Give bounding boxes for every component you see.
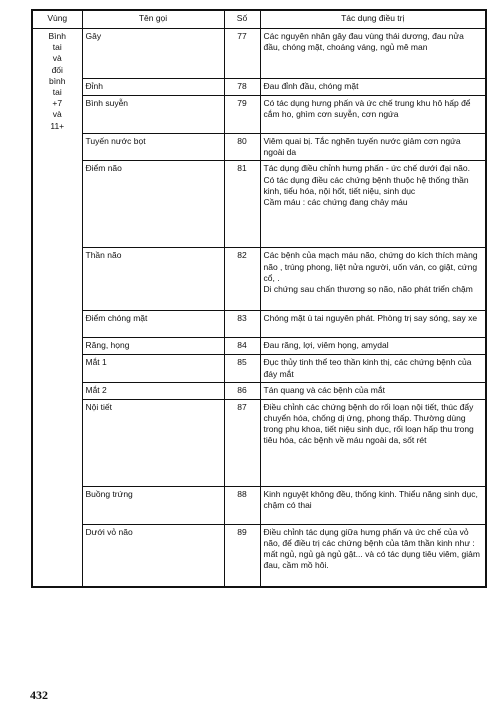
- point-name: Răng, họng: [82, 338, 224, 355]
- region-cell: [32, 29, 82, 587]
- region-line: tai: [52, 87, 62, 98]
- region-line: bình: [48, 75, 66, 86]
- point-number: 88: [224, 486, 260, 524]
- table-row: [32, 399, 486, 486]
- point-number: 89: [224, 524, 260, 587]
- region-line: Bình: [48, 31, 66, 41]
- point-name: Mắt 1: [82, 355, 224, 382]
- table-row: [32, 486, 486, 524]
- table-row: [32, 134, 486, 161]
- table-row: [32, 338, 486, 355]
- point-name: Đỉnh: [82, 79, 224, 96]
- region-line: +7: [52, 98, 63, 109]
- point-name: Thần não: [82, 248, 224, 311]
- point-number: 87: [224, 399, 260, 486]
- region-line: và: [52, 109, 62, 120]
- page-number: 432: [30, 688, 48, 702]
- treatment-effect: Các bệnh của mạch máu não, chứng do kích thích màng não , trúng phong, liệt nửa người, uốn ván, co giật, cứng cổ, . Di chứng sau chấn thương sọ não, não phát triển chậm: [260, 248, 486, 311]
- point-name: Nội tiết: [82, 399, 224, 486]
- region-line: và: [52, 53, 62, 64]
- treatment-effect: Điều chỉnh các chứng bệnh do rối loạn nội tiết, thúc đẩy chuyển hóa, chống dị ứng, phong thấp. Thường dùng trong phụ khoa, tiết niệu sinh dục, rối loạn hấp thu trong tiêu hóa, các bệnh về máu ngoài da, sốt rét: [260, 399, 486, 486]
- treatment-effect: Chóng mặt ù tai nguyên phát. Phòng trị say sóng, say xe: [260, 311, 486, 338]
- header-effect: Tác dụng điều trị: [260, 10, 486, 29]
- region-line: đối: [51, 64, 63, 75]
- point-name: Bình suyễn: [82, 96, 224, 134]
- point-number: 84: [224, 338, 260, 355]
- table-row: [32, 248, 486, 311]
- treatment-effect: Có tác dụng hưng phấn và ức chế trung khu hô hấp để cắm ho, ghìm cơn suyễn, cơn ngứa: [260, 96, 486, 134]
- treatment-effect: Kinh nguyệt không đều, thống kinh. Thiểu năng sinh dục, chậm có thai: [260, 486, 486, 524]
- header-region: Vùng: [32, 10, 82, 29]
- point-name: Buồng trứng: [82, 486, 224, 524]
- treatment-effect: Tán quang và các bệnh của mắt: [260, 382, 486, 399]
- point-number: 81: [224, 161, 260, 248]
- point-name: Tuyến nước bọt: [82, 134, 224, 161]
- table-row: [32, 382, 486, 399]
- point-number: 78: [224, 79, 260, 96]
- point-number: 77: [224, 29, 260, 79]
- point-number: 79: [224, 96, 260, 134]
- point-number: 86: [224, 382, 260, 399]
- point-name: Gây: [82, 29, 224, 79]
- region-line: tai: [52, 42, 62, 53]
- point-number: 82: [224, 248, 260, 311]
- point-number: 80: [224, 134, 260, 161]
- header-number: Số: [224, 10, 260, 29]
- treatment-effect: Các nguyên nhân gây đau vùng thái dương, đau nửa đầu, chóng mặt, choáng váng, ngủ mê man: [260, 29, 486, 79]
- table-row: [32, 524, 486, 587]
- point-name: Điểm chóng mặt: [82, 311, 224, 338]
- point-name: Mắt 2: [82, 382, 224, 399]
- table-row: [32, 311, 486, 338]
- table-row: [32, 29, 486, 79]
- header-name: Tên gọi: [82, 10, 224, 29]
- table-row: [32, 96, 486, 134]
- table-row: [32, 355, 486, 382]
- acupoint-table: [31, 9, 487, 588]
- table-row: [32, 79, 486, 96]
- table-header-row: [32, 10, 486, 29]
- treatment-effect: Viêm quai bị. Tắc nghẽn tuyến nước giảm cơn ngứa ngoài da: [260, 134, 486, 161]
- region-line: 11+: [50, 120, 65, 131]
- treatment-effect: Đau đỉnh đầu, chóng mặt: [260, 79, 486, 96]
- point-number: 85: [224, 355, 260, 382]
- treatment-effect: Đau răng, lợi, viêm họng, amydal: [260, 338, 486, 355]
- point-name: Điểm não: [82, 161, 224, 248]
- treatment-effect: Điều chỉnh tác dụng giữa hưng phấn và ức chế của vỏ não, để điều trị các chứng bệnh của tâm thần kinh như : mất ngủ, ngủ gà ngủ gật... và có tác dụng tiêu viêm, giảm đau, cầm mồ hôi.: [260, 524, 486, 587]
- table-body: [32, 29, 486, 587]
- table-row: [32, 161, 486, 248]
- treatment-effect: Đục thủy tinh thể teo thần kinh thị, các chứng bệnh của đáy mắt: [260, 355, 486, 382]
- treatment-effect: Tác dụng điều chỉnh hưng phấn - ức chế dưới đại não. Có tác dụng điều các chứng bệnh thuộc hệ thống thần kinh, tiểu hóa, nội hốt, tiết niệu, sinh dục Cầm máu : các chứng đang chảy máu: [260, 161, 486, 248]
- point-number: 83: [224, 311, 260, 338]
- point-name: Dưới vỏ não: [82, 524, 224, 587]
